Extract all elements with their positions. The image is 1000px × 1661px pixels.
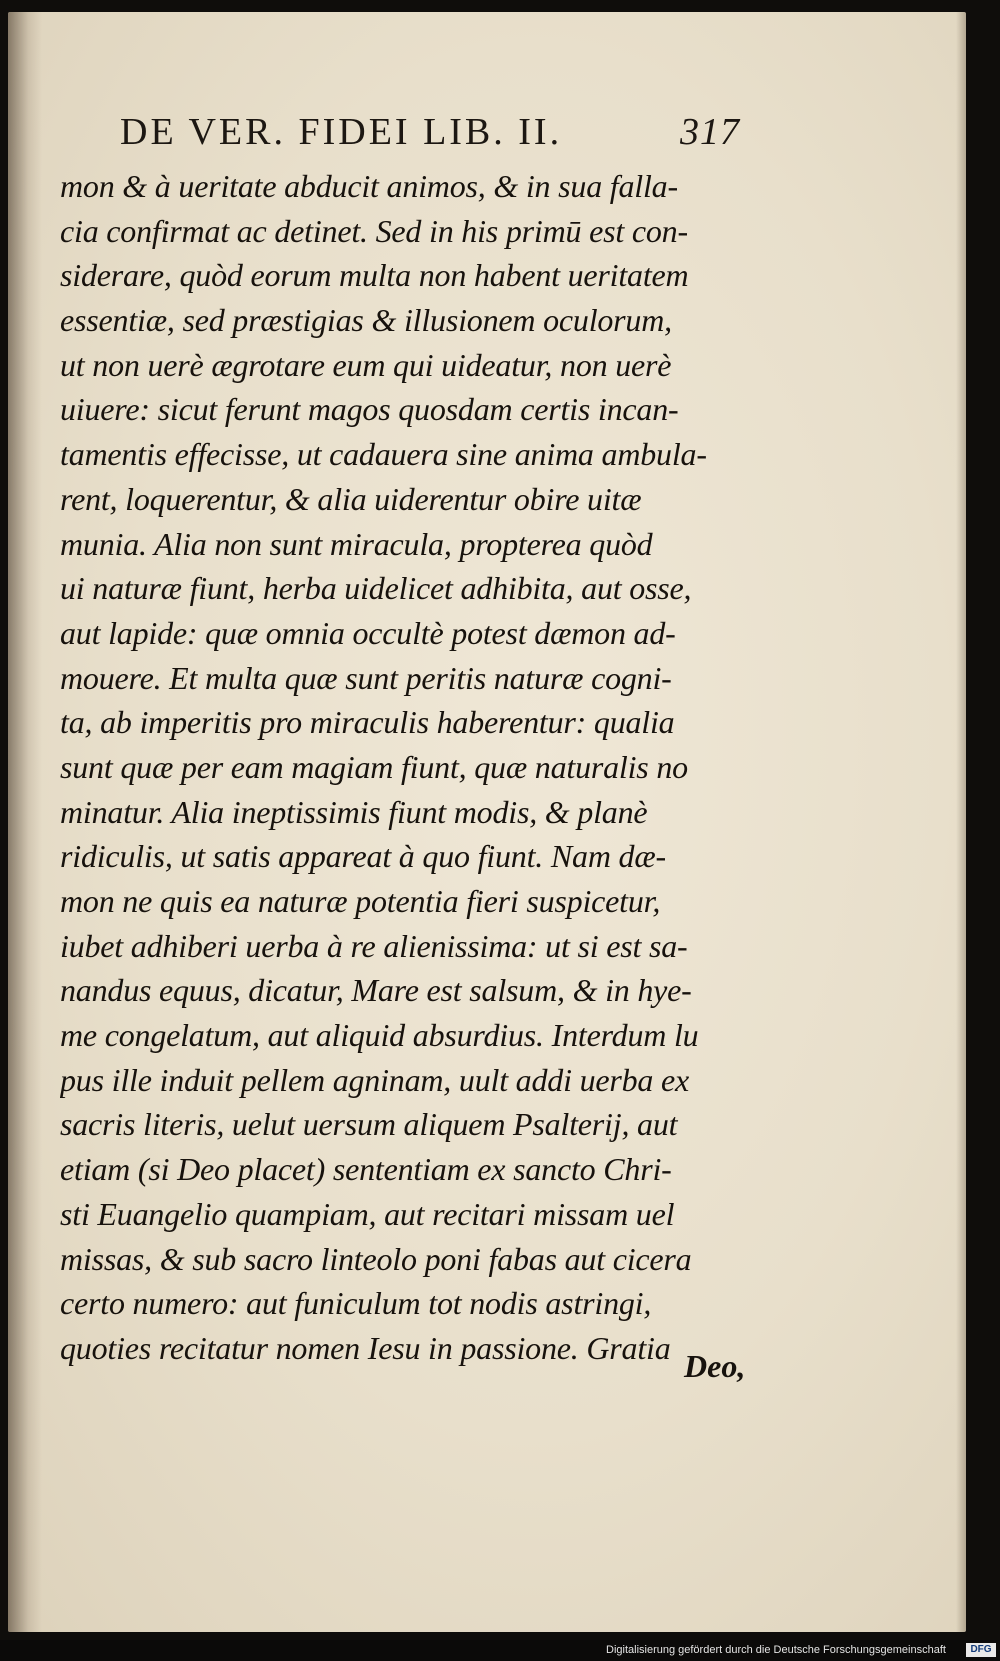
text-line: ut non uerè ægrotare eum qui uideatur, non uerè	[60, 346, 672, 383]
text-line: sacris literis, uelut uersum aliquem Psalterij, aut	[60, 1106, 678, 1143]
text-line: mouere. Et multa quæ sunt peritis naturæ cogni-	[60, 659, 672, 696]
running-title: DE VER. FIDEI LIB. II.	[120, 111, 563, 153]
dfg-logo-icon: DFG	[966, 1643, 996, 1657]
text-line: minatur. Alia ineptissimis fiunt modis, & planè	[60, 793, 648, 830]
running-head	[120, 110, 760, 158]
text-block	[60, 164, 760, 1371]
gutter-shadow	[8, 12, 42, 1632]
text-line: etiam (si Deo placet) sententiam ex sancto Chri-	[60, 1151, 672, 1188]
text-line: nandus equus, dicatur, Mare est salsum, & in hye-	[60, 972, 692, 1009]
page-number: 317	[680, 111, 740, 153]
text-line: uiuere: sicut ferunt magos quosdam certis incan-	[60, 391, 679, 428]
text-line: pus ille induit pellem agninam, uult addi uerba ex	[60, 1061, 690, 1098]
text-line: siderare, quòd eorum multa non habent ueritatem	[60, 257, 689, 294]
book-page	[8, 12, 966, 1632]
text-line: ridiculis, ut satis appareat à quo fiunt. Nam dæ-	[60, 838, 666, 875]
text-line: me congelatum, aut aliquid absurdius. Interdum lu	[60, 1017, 699, 1054]
text-line: ta, ab imperitis pro miraculis haberentur: qualia	[60, 704, 675, 741]
text-line: munia. Alia non sunt miracula, propterea quòd	[60, 525, 653, 562]
catchword: Deo,	[684, 1348, 746, 1384]
digitization-credit: Digitalisierung gefördert durch die Deutsche Forschungsgemeinschaft	[606, 1644, 946, 1656]
text-line: missas, & sub sacro linteolo poni fabas aut cicera	[60, 1240, 692, 1277]
text-line: tamentis effecisse, ut cadauera sine anima ambula-	[60, 436, 707, 473]
text-line: aut lapide: quæ omnia occultè potest dæmon ad-	[60, 614, 676, 651]
text-line: essentiæ, sed præstigias & illusionem oculorum,	[60, 302, 672, 339]
page-edge	[956, 12, 966, 1632]
text-line: sti Euangelio quampiam, aut recitari missam uel	[60, 1195, 675, 1232]
text-line: iubet adhiberi uerba à re alienissima: ut si est sa-	[60, 927, 688, 964]
text-line: ui naturæ fiunt, herba uidelicet adhibita, aut osse,	[60, 570, 692, 607]
text-line: cia confirmat ac detinet. Sed in his primū est con-	[60, 212, 688, 249]
text-line: rent, loquerentur, & alia uiderentur obire uitæ	[60, 480, 642, 517]
text-line: sunt quæ per eam magiam fiunt, quæ naturalis no	[60, 748, 688, 785]
text-line: certo numero: aut funiculum tot nodis astringi,	[60, 1285, 652, 1322]
text-line: quoties recitatur nomen Iesu in passione. Gratia	[60, 1329, 671, 1366]
text-line: mon & à ueritate abducit animos, & in sua falla-	[60, 168, 678, 204]
text-line: mon ne quis ea naturæ potentia fieri suspicetur,	[60, 883, 661, 919]
